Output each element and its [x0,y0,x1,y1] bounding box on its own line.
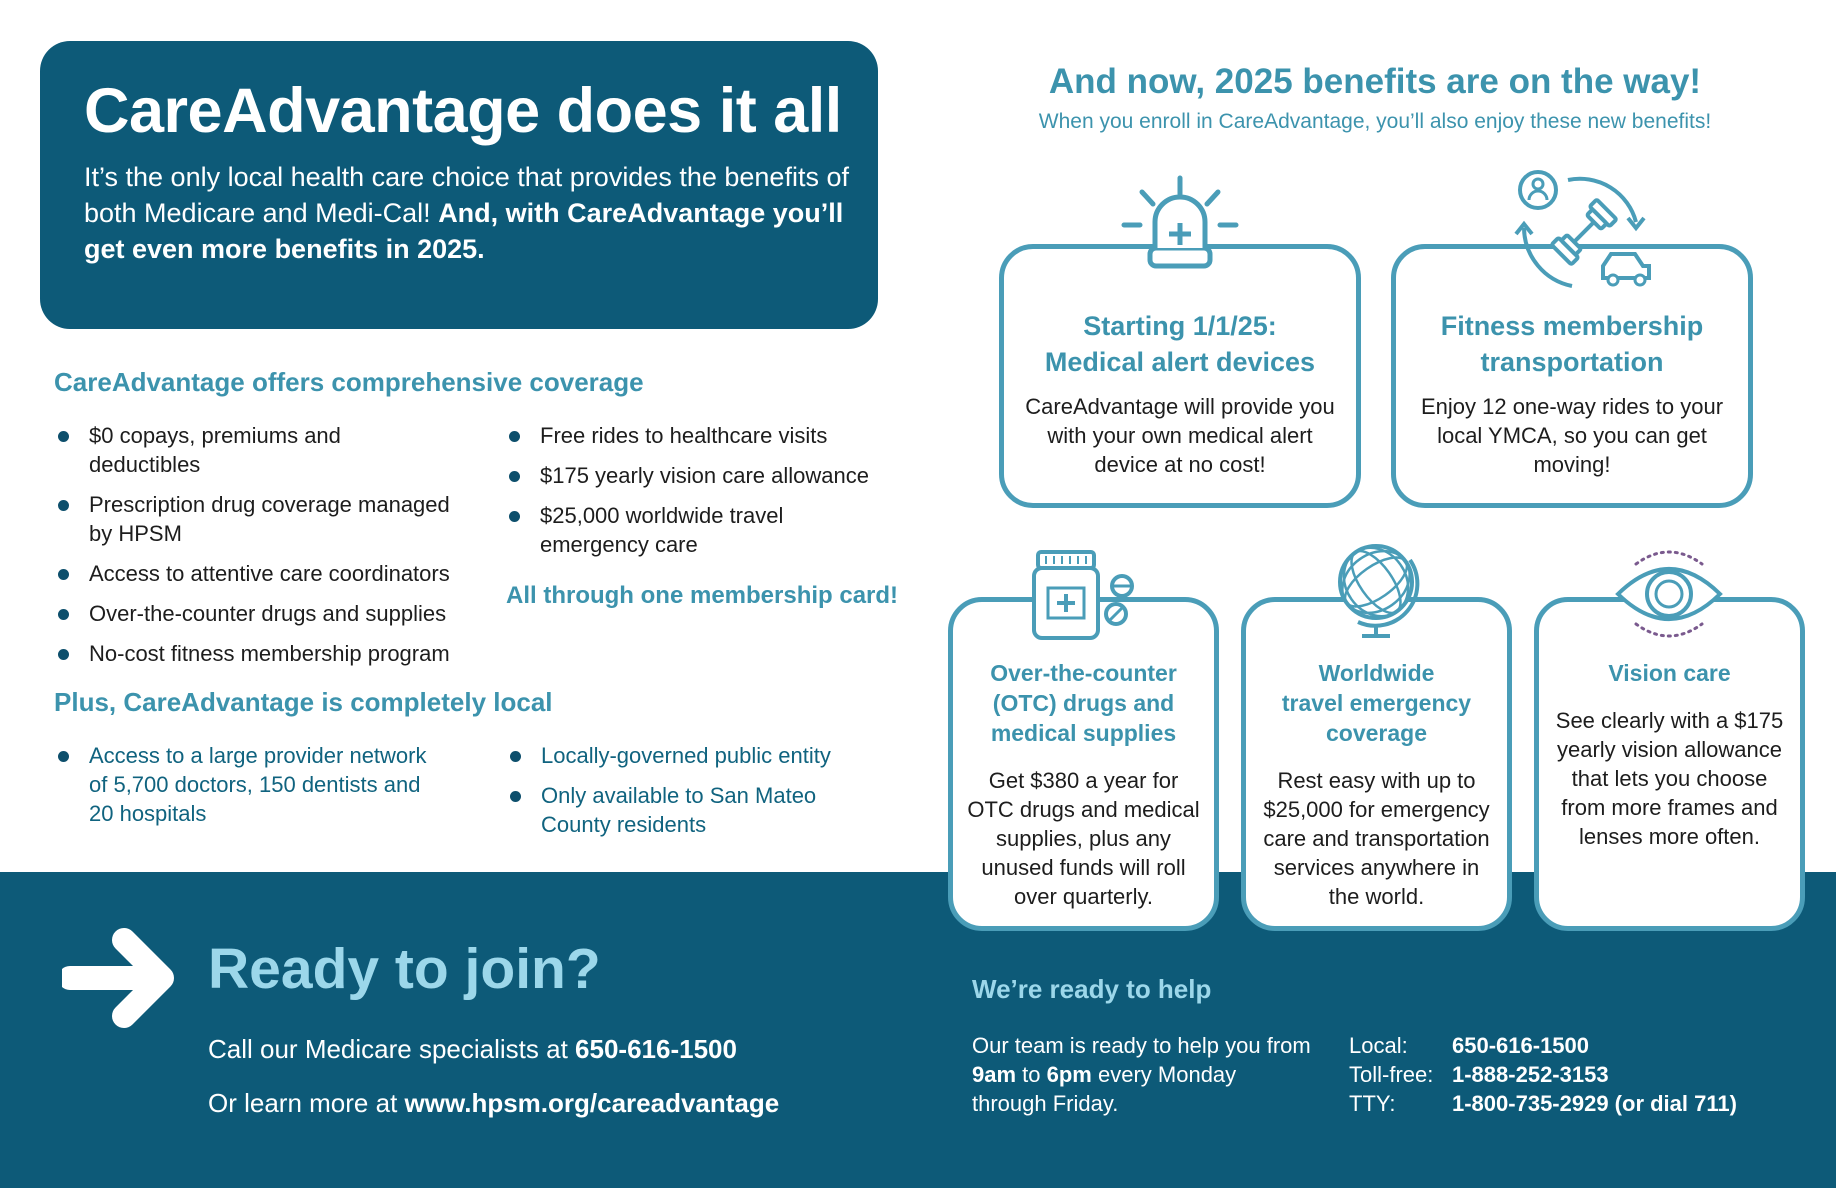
help-text: to [1016,1062,1047,1087]
contact-row [1349,1031,1737,1060]
card-body: Rest easy with up to $25,000 for emergency care and transportation services anywhere in the world. [1263,768,1490,909]
card-title-line: (OTC) drugs and [992,690,1175,716]
local-right-list [510,741,860,850]
list-item: $0 copays, premiums and deductibles [58,421,458,479]
list-item: Free rides to healthcare visits [509,421,879,450]
hero-body-plain: It’s the only local health care choice that provides the benefits of both Medicare and Medi-Cal! [84,162,849,228]
list-item: $25,000 worldwide travel emergency care [509,501,879,559]
coverage-right-list [509,421,879,570]
arrow-right-icon [62,928,186,1028]
eye-icon [1614,546,1724,642]
list-item: Access to a large provider network of 5,700 doctors, 150 dentists and 20 hospitals [58,741,428,828]
help-end-time: 6pm [1046,1062,1092,1087]
card-body: See clearly with a $175 yearly vision allowance that lets you choose from more frames and lenses more often. [1555,708,1784,849]
hero-body-bold: And, with CareAdvantage you’ll get even more benefits in 2025. [84,198,844,264]
contact-row [1349,1060,1737,1089]
globe-icon [1332,540,1422,642]
card-title-line: Over-the-counter [990,660,1177,686]
card-title [953,658,1214,748]
help-title: We’re ready to help [972,974,1212,1004]
list-item: $175 yearly vision care allowance [509,461,879,490]
list-item: Access to attentive care coordinators [58,559,458,588]
contact-label: Toll-free: [1349,1062,1434,1087]
learn-text: Or learn more at [208,1088,405,1118]
hero-box [40,41,878,329]
contact-list [1349,1031,1737,1118]
medical-alert-light-icon [1110,170,1250,290]
new-benefits-subtitle: When you enroll in CareAdvantage, you’ll also enjoy these new benefits! [1038,110,1712,133]
help-start-time: 9am [972,1062,1017,1087]
card-title [1396,308,1748,380]
list-item: Prescription drug coverage managed by HPSM [58,490,458,548]
website-link[interactable]: www.hpsm.org/careadvantage [404,1088,780,1118]
list-item: Locally-governed public entity [510,741,860,770]
card-title-line: Medical alert devices [1044,347,1316,377]
list-item: No-cost fitness membership program [58,639,458,668]
ready-to-join-title: Ready to join? [208,937,601,1001]
card-title-line: Worldwide [1318,660,1435,686]
list-item: Only available to San Mateo County residents [510,781,860,839]
coverage-title: CareAdvantage offers comprehensive coverage [54,367,644,397]
card-worldwide-coverage [1241,597,1512,931]
contact-number[interactable]: 1-888-252-3153 [1452,1062,1609,1087]
card-title-line: Vision care [1608,660,1731,686]
local-left-list [58,741,428,839]
fitness-transport-icon [1508,168,1658,294]
card-title-line: Starting 1/1/25: [1083,311,1277,341]
contact-label: TTY: [1349,1091,1396,1116]
card-body: Enjoy 12 one-way rides to your local YMCA, so you can get moving! [1420,394,1724,477]
call-line [208,1034,737,1065]
card-title [1004,308,1356,380]
help-text: every Monday through Friday. [972,1062,1237,1116]
hero-title: CareAdvantage does it all [84,76,842,146]
membership-card-tagline: All through one membership card! [506,582,899,609]
hero-body [84,159,864,267]
new-benefits-title: And now, 2025 benefits are on the way! [1048,62,1702,101]
contact-row [1349,1089,1737,1118]
contact-label: Local: [1349,1033,1408,1058]
card-body: CareAdvantage will provide you with your own medical alert device at no cost! [1025,394,1335,477]
card-otc-supplies [948,597,1219,931]
list-item: Over-the-counter drugs and supplies [58,599,458,628]
contact-number[interactable]: 1-800-735-2929 (or dial 711) [1452,1091,1737,1116]
help-body [972,1031,1312,1118]
card-vision-care [1534,597,1805,931]
contact-number[interactable]: 650-616-1500 [1452,1033,1590,1058]
card-title-line: travel emergency [1281,690,1472,716]
card-title [1246,658,1507,748]
coverage-left-list [58,421,458,679]
call-number[interactable]: 650-616-1500 [575,1034,737,1064]
card-title-line: medical supplies [990,720,1177,746]
call-text: Call our Medicare specialists at [208,1034,576,1064]
learn-line [208,1088,779,1119]
card-title-line: Fitness membership [1440,311,1704,341]
card-title-line: coverage [1325,720,1427,746]
help-text: Our team is ready to help you from [972,1033,1311,1058]
card-title-line: transportation [1480,347,1664,377]
card-body: Get $380 a year for OTC drugs and medical supplies, plus any unused funds will roll over quarterly. [967,768,1200,909]
local-title: Plus, CareAdvantage is completely local [54,687,553,717]
pill-bottle-icon [1028,546,1138,644]
card-title [1539,658,1800,688]
